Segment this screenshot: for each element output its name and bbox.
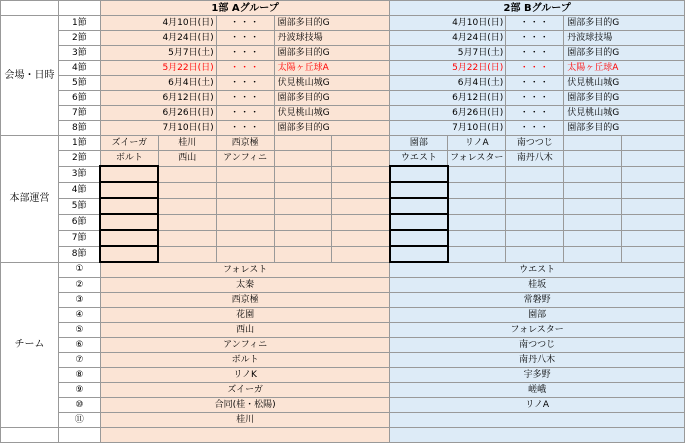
operations-cell	[564, 182, 622, 198]
operations-cell	[332, 246, 390, 262]
operations-cell	[506, 230, 564, 246]
operations-cell: 南つつじ	[506, 136, 564, 151]
team-number: ⑧	[58, 368, 100, 383]
blank-cell	[1, 428, 59, 443]
operations-cell	[100, 246, 158, 262]
team-number: ⑤	[58, 323, 100, 338]
team-b-name: 嵯峨	[390, 383, 685, 398]
operations-cell	[448, 182, 506, 198]
operations-row	[1, 136, 685, 151]
operations-cell	[564, 230, 622, 246]
schedule-date: 7月10日(日)	[100, 121, 216, 136]
team-a-name: アンフィニ	[100, 338, 389, 353]
team-row	[1, 262, 685, 278]
round-label: 7節	[58, 230, 100, 246]
schedule-date: 7月10日(日)	[390, 121, 506, 136]
operations-cell	[564, 198, 622, 214]
round-label: 8節	[58, 121, 100, 136]
operations-cell: ウエスト	[390, 151, 448, 167]
team-b-name: 園部	[390, 308, 685, 323]
blank-cell	[390, 428, 685, 443]
schedule-date: 6月4日(土)	[100, 76, 216, 91]
schedule-venue: 園部多目的G	[274, 91, 390, 106]
operations-cell: フォレスター	[448, 151, 506, 167]
team-a-name: 桂川	[100, 413, 389, 428]
team-a-name: フォレスト	[100, 262, 389, 278]
team-number: ⑪	[58, 413, 100, 428]
team-a-name: リノK	[100, 368, 389, 383]
schedule-date: 5月22日(日)	[390, 61, 506, 76]
schedule-row	[1, 106, 685, 121]
schedule-date: 6月26日(日)	[100, 106, 216, 121]
operations-row	[1, 214, 685, 230]
schedule-date: 6月12日(日)	[100, 91, 216, 106]
operations-cell: 南丹八木	[506, 151, 564, 167]
separator: ・・・	[216, 91, 274, 106]
team-row	[1, 383, 685, 398]
separator: ・・・	[506, 76, 564, 91]
operations-cell	[216, 166, 274, 182]
schedule-date: 5月7日(土)	[100, 46, 216, 61]
round-label: 7節	[58, 106, 100, 121]
team-a-name: 太秦	[100, 278, 389, 293]
round-label: 5節	[58, 198, 100, 214]
operations-cell	[216, 182, 274, 198]
separator: ・・・	[216, 121, 274, 136]
team-b-name: 常磐野	[390, 293, 685, 308]
team-b-name: リノA	[390, 398, 685, 413]
schedule-date: 5月22日(日)	[100, 61, 216, 76]
schedule-row	[1, 16, 685, 31]
operations-cell	[158, 166, 216, 182]
operations-cell	[448, 166, 506, 182]
operations-cell	[274, 166, 332, 182]
operations-cell	[100, 198, 158, 214]
team-row	[1, 368, 685, 383]
schedule-row	[1, 76, 685, 91]
operations-row	[1, 182, 685, 198]
operations-cell	[564, 166, 622, 182]
separator: ・・・	[506, 91, 564, 106]
operations-cell	[564, 246, 622, 262]
operations-cell	[100, 214, 158, 230]
schedule-venue: 伏見桃山城G	[564, 76, 685, 91]
schedule-venue: 丹波球技場	[564, 31, 685, 46]
round-label: 3節	[58, 46, 100, 61]
schedule-row	[1, 61, 685, 76]
operations-cell	[390, 182, 448, 198]
operations-cell: 西山	[158, 151, 216, 167]
operations-cell	[332, 136, 390, 151]
schedule-date: 4月24日(日)	[100, 31, 216, 46]
operations-cell	[622, 182, 685, 198]
schedule-venue: 園部多目的G	[564, 121, 685, 136]
team-a-name: 花園	[100, 308, 389, 323]
separator: ・・・	[216, 76, 274, 91]
team-row	[1, 398, 685, 413]
operations-cell	[216, 230, 274, 246]
round-label: 8節	[58, 246, 100, 262]
blank-cell	[58, 428, 100, 443]
group-a-title: 1部 Aグループ	[100, 1, 389, 16]
schedule-venue: 園部多目的G	[564, 46, 685, 61]
schedule-venue: 園部多目的G	[274, 16, 390, 31]
operations-cell	[332, 198, 390, 214]
round-label: 4節	[58, 182, 100, 198]
round-label: 1節	[58, 16, 100, 31]
round-label: 3節	[58, 166, 100, 182]
team-row	[1, 353, 685, 368]
round-label: 2節	[58, 31, 100, 46]
team-b-name: 宇多野	[390, 368, 685, 383]
team-number: ⑥	[58, 338, 100, 353]
operations-cell	[506, 214, 564, 230]
team-number: ⑩	[58, 398, 100, 413]
operations-cell	[390, 246, 448, 262]
operations-cell	[274, 214, 332, 230]
operations-cell	[274, 182, 332, 198]
operations-cell	[622, 136, 685, 151]
team-a-name: ズイーガ	[100, 383, 389, 398]
round-label: 4節	[58, 61, 100, 76]
operations-cell	[564, 214, 622, 230]
operations-row	[1, 151, 685, 167]
team-number: ③	[58, 293, 100, 308]
team-number: ⑦	[58, 353, 100, 368]
blank-row	[1, 428, 685, 443]
operations-cell	[506, 246, 564, 262]
team-a-name: ボルト	[100, 353, 389, 368]
operations-cell	[390, 166, 448, 182]
operations-cell	[274, 230, 332, 246]
section-label-venue: 会場・日時	[1, 16, 59, 136]
operations-row	[1, 166, 685, 182]
schedule-date: 6月4日(土)	[390, 76, 506, 91]
team-number: ⑨	[58, 383, 100, 398]
operations-cell	[564, 151, 622, 167]
operations-cell	[622, 214, 685, 230]
operations-cell	[506, 166, 564, 182]
operations-cell	[216, 246, 274, 262]
schedule-venue: 伏見桃山城G	[274, 76, 390, 91]
team-a-name: 西京極	[100, 293, 389, 308]
operations-cell	[100, 182, 158, 198]
schedule-date: 6月12日(日)	[390, 91, 506, 106]
operations-cell	[622, 246, 685, 262]
team-row	[1, 293, 685, 308]
operations-row	[1, 198, 685, 214]
team-b-name: 南丹八木	[390, 353, 685, 368]
separator: ・・・	[216, 61, 274, 76]
schedule-venue: 園部多目的G	[564, 16, 685, 31]
separator: ・・・	[216, 31, 274, 46]
corner-cell	[58, 1, 100, 16]
team-a-name: 合同(桂・松陽)	[100, 398, 389, 413]
operations-cell	[448, 230, 506, 246]
round-label: 2節	[58, 151, 100, 167]
operations-cell: 西京極	[216, 136, 274, 151]
operations-cell	[390, 214, 448, 230]
team-row	[1, 323, 685, 338]
section-label-operations: 本部運営	[1, 136, 59, 263]
operations-cell	[332, 166, 390, 182]
operations-cell	[390, 198, 448, 214]
team-number: ④	[58, 308, 100, 323]
operations-cell	[158, 198, 216, 214]
schedule-date: 6月26日(日)	[390, 106, 506, 121]
schedule-date: 4月10日(日)	[100, 16, 216, 31]
team-b-name	[390, 413, 685, 428]
separator: ・・・	[216, 46, 274, 61]
operations-cell	[274, 151, 332, 167]
team-row	[1, 278, 685, 293]
schedule-venue: 伏見桃山城G	[564, 106, 685, 121]
operations-cell: ズイーガ	[100, 136, 158, 151]
operations-cell	[622, 151, 685, 167]
round-label: 1節	[58, 136, 100, 151]
section-label-team: チーム	[1, 262, 59, 428]
operations-cell: アンフィニ	[216, 151, 274, 167]
round-label: 5節	[58, 76, 100, 91]
operations-cell	[158, 214, 216, 230]
schedule-venue: 園部多目的G	[274, 46, 390, 61]
schedule-row	[1, 91, 685, 106]
schedule-row	[1, 121, 685, 136]
operations-cell	[622, 166, 685, 182]
operations-cell	[448, 214, 506, 230]
team-a-name: 西山	[100, 323, 389, 338]
team-row	[1, 308, 685, 323]
operations-cell	[506, 182, 564, 198]
operations-cell	[332, 230, 390, 246]
schedule-row	[1, 46, 685, 61]
operations-cell	[332, 151, 390, 167]
operations-cell: 桂川	[158, 136, 216, 151]
schedule-venue: 園部多目的G	[564, 91, 685, 106]
operations-row	[1, 230, 685, 246]
separator: ・・・	[216, 16, 274, 31]
schedule-venue: 太陽ヶ丘球A	[274, 61, 390, 76]
operations-cell	[448, 198, 506, 214]
round-label: 6節	[58, 214, 100, 230]
operations-cell	[100, 166, 158, 182]
operations-cell	[564, 136, 622, 151]
operations-cell	[100, 230, 158, 246]
operations-cell	[622, 230, 685, 246]
operations-cell	[274, 198, 332, 214]
team-number: ②	[58, 278, 100, 293]
team-number: ①	[58, 262, 100, 278]
round-label: 6節	[58, 91, 100, 106]
schedule-date: 4月10日(日)	[390, 16, 506, 31]
operations-cell	[622, 198, 685, 214]
operations-cell	[390, 230, 448, 246]
header-row	[1, 1, 685, 16]
operations-cell: ボルト	[100, 151, 158, 167]
operations-cell	[216, 198, 274, 214]
team-b-name: 桂坂	[390, 278, 685, 293]
group-b-title: 2部 Bグループ	[390, 1, 685, 16]
operations-cell: リノA	[448, 136, 506, 151]
operations-cell	[332, 182, 390, 198]
team-b-name: フォレスター	[390, 323, 685, 338]
team-b-name: 南つつじ	[390, 338, 685, 353]
operations-cell	[332, 214, 390, 230]
schedule-venue: 伏見桃山城G	[274, 106, 390, 121]
separator: ・・・	[506, 16, 564, 31]
schedule-date: 4月24日(日)	[390, 31, 506, 46]
schedule-venue: 太陽ヶ丘球A	[564, 61, 685, 76]
operations-cell	[158, 230, 216, 246]
operations-cell	[274, 136, 332, 151]
schedule-venue: 園部多目的G	[274, 121, 390, 136]
separator: ・・・	[506, 121, 564, 136]
team-b-name: ウエスト	[390, 262, 685, 278]
operations-cell: 園部	[390, 136, 448, 151]
blank-cell	[100, 428, 389, 443]
separator: ・・・	[506, 61, 564, 76]
operations-cell	[506, 198, 564, 214]
separator: ・・・	[506, 106, 564, 121]
corner-cell	[1, 1, 59, 16]
separator: ・・・	[506, 46, 564, 61]
schedule-date: 5月7日(土)	[390, 46, 506, 61]
operations-cell	[158, 246, 216, 262]
schedule-row	[1, 31, 685, 46]
operations-cell	[158, 182, 216, 198]
separator: ・・・	[506, 31, 564, 46]
schedule-venue: 丹波球技場	[274, 31, 390, 46]
operations-cell	[274, 246, 332, 262]
operations-cell	[216, 214, 274, 230]
operations-row	[1, 246, 685, 262]
team-row	[1, 413, 685, 428]
operations-cell	[448, 246, 506, 262]
separator: ・・・	[216, 106, 274, 121]
team-row	[1, 338, 685, 353]
